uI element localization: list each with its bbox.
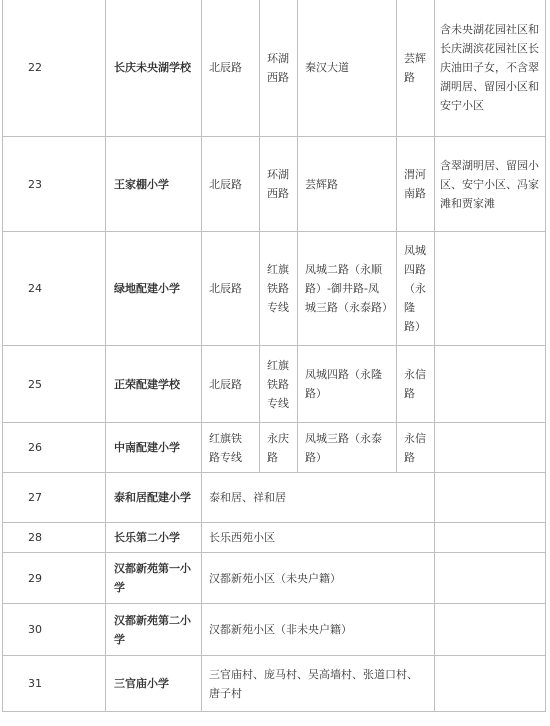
- table-row: [3, 656, 546, 712]
- west-boundary: 秦汉大道: [298, 0, 397, 137]
- school-name: 绿地配建小学: [106, 232, 202, 346]
- school-name: 长乐第二小学: [106, 523, 202, 553]
- north-boundary: 北辰路: [202, 232, 260, 346]
- row-number: 22: [3, 0, 106, 137]
- east-boundary: 芸辉路: [397, 0, 435, 137]
- enrollment-area: 汉都新苑小区（未央户籍）: [202, 553, 435, 604]
- row-number: 31: [3, 656, 106, 712]
- row-number: 24: [3, 232, 106, 346]
- south-boundary: 环湖西路: [260, 0, 298, 137]
- north-boundary: 北辰路: [202, 137, 260, 232]
- south-boundary: 永庆路: [260, 423, 298, 473]
- row-number: 30: [3, 604, 106, 656]
- enrollment-area: 长乐西苑小区: [202, 523, 435, 553]
- east-boundary: 渭河南路: [397, 137, 435, 232]
- south-boundary: 红旗铁路专线: [260, 346, 298, 423]
- north-boundary: 红旗铁路专线: [202, 423, 260, 473]
- table-row: [3, 346, 546, 423]
- west-boundary: 凤城三路（永泰路）: [298, 423, 397, 473]
- school-name: 泰和居配建小学: [106, 473, 202, 523]
- west-boundary: 芸辉路: [298, 137, 397, 232]
- remarks: [435, 604, 546, 656]
- south-boundary: 环湖西路: [260, 137, 298, 232]
- school-name: 长庆未央湖学校: [106, 0, 202, 137]
- table-row: [3, 604, 546, 656]
- remarks: 含未央湖花园社区和长庆湖滨花园社区长庆油田子女，不含翠湖明居、留园小区和安宁小区: [435, 0, 546, 137]
- north-boundary: 北辰路: [202, 346, 260, 423]
- table-row: [3, 553, 546, 604]
- table-row: [3, 232, 546, 346]
- table-row: [3, 523, 546, 553]
- west-boundary: 凤城二路（永顺路）-御井路-凤城三路（永泰路）: [298, 232, 397, 346]
- east-boundary: 凤城四路（永隆路）: [397, 232, 435, 346]
- row-number: 25: [3, 346, 106, 423]
- north-boundary: 北辰路: [202, 0, 260, 137]
- school-name: 王家棚小学: [106, 137, 202, 232]
- east-boundary: 永信路: [397, 423, 435, 473]
- east-boundary: 永信路: [397, 346, 435, 423]
- school-name: 三官庙小学: [106, 656, 202, 712]
- school-name: 正荣配建学校: [106, 346, 202, 423]
- enrollment-area: 三官庙村、庞马村、吴高墙村、张道口村、唐子村: [202, 656, 435, 712]
- school-name: 汉都新苑第二小学: [106, 604, 202, 656]
- remarks: [435, 473, 546, 523]
- row-number: 23: [3, 137, 106, 232]
- remarks: [435, 346, 546, 423]
- row-number: 27: [3, 473, 106, 523]
- row-number: 29: [3, 553, 106, 604]
- school-name: 汉都新苑第一小学: [106, 553, 202, 604]
- remarks: [435, 656, 546, 712]
- remarks: [435, 523, 546, 553]
- enrollment-area: 汉都新苑小区（非未央户籍）: [202, 604, 435, 656]
- school-name: 中南配建小学: [106, 423, 202, 473]
- remarks: [435, 232, 546, 346]
- table-row: [3, 473, 546, 523]
- table-row: [3, 0, 546, 137]
- row-number: 26: [3, 423, 106, 473]
- remarks: [435, 423, 546, 473]
- west-boundary: 凤城四路（永隆路）: [298, 346, 397, 423]
- enrollment-area: 泰和居、祥和居: [202, 473, 435, 523]
- table-row: [3, 423, 546, 473]
- remarks: [435, 553, 546, 604]
- remarks: 含翠湖明居、留园小区、安宁小区、冯家滩和贾家滩: [435, 137, 546, 232]
- table-row: [3, 137, 546, 232]
- row-number: 28: [3, 523, 106, 553]
- south-boundary: 红旗铁路专线: [260, 232, 298, 346]
- school-district-table: [2, 0, 546, 712]
